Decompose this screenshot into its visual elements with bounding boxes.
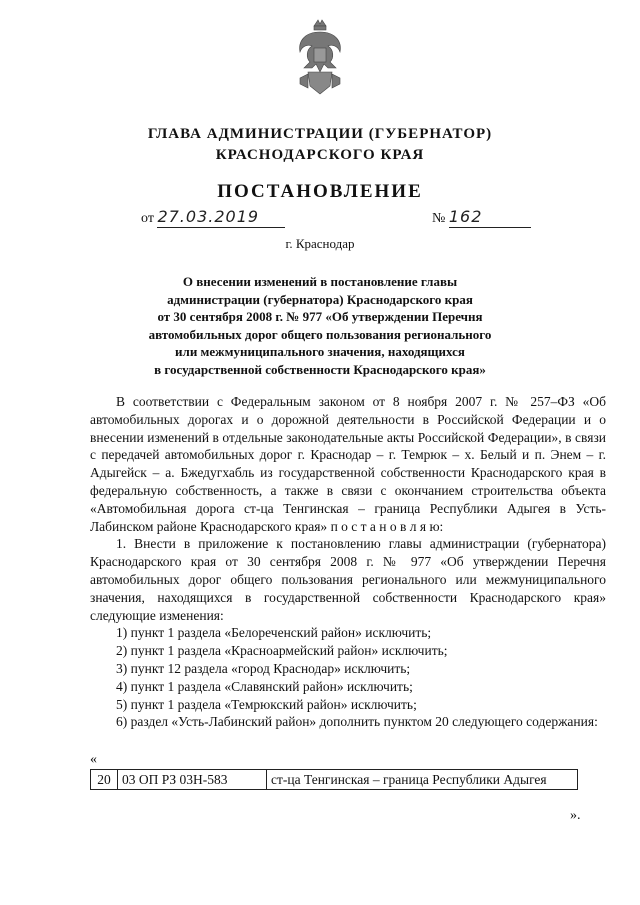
title-line: от 30 сентября 2008 г. № 977 «Об утверждении Перечня (157, 309, 483, 324)
list-item: 3) пункт 12 раздела «город Краснодар» исключить; (116, 660, 411, 676)
list-item: 1) пункт 1 раздела «Белореченский район» исключить; (116, 625, 432, 641)
title-line: автомобильных дорог общего пользования регионального (148, 326, 492, 342)
number-value: 162 (448, 207, 483, 226)
closing-quote: ». (570, 808, 581, 823)
title-line: в государственной собственности Краснодарского края» (154, 361, 486, 377)
list-item: 2) пункт 1 раздела «Красноармейский район» исключить; (116, 643, 448, 659)
title-line: или межмуниципального значения, находящихся (175, 344, 465, 359)
table-cell-number: 20 (91, 770, 118, 790)
road-table (90, 769, 578, 790)
title-line: О внесении изменений в постановление главы (182, 274, 458, 289)
date-value: 27.03.2019 (157, 207, 260, 226)
list-item: 4) пункт 1 раздела «Славянский район» исключить; (116, 678, 413, 694)
clause-1: 1. Внести в приложение к постановлению главы администрации (губернатора) Краснодарского края от 30 сентября 2008 г. № 977 «Об утверждении Перечня автомобильных дорог общего пользования регионального или межмуниципального значения, находящихся в государственной собственности Краснодарского края» следующие изменения: (90, 536, 606, 623)
document-title (120, 273, 520, 378)
number-label: № (432, 211, 446, 226)
list-item: 6) раздел «Усть-Лабинский район» дополнить пунктом 20 следующего содержания: (116, 714, 598, 730)
table-cell-code: 03 ОП РЗ 03Н-583 (118, 770, 267, 790)
preamble-paragraph: В соответствии с Федеральным законом от 8 ноября 2007 г. № 257–ФЗ «Об автомобильных дорогах и о дорожной деятельности в Российской Федерации и о внесении изменений в отдельные законодательные акты Российской Федерации», в связи с передачей автомобильных дорог г. Краснодар – г. Темрюк – х. Белый и п. Энем – г. Адыгейск – а. Бжедугхабль из государственной собственности Краснодарского края в федеральную собственность, а также в связи с окончанием строительства объекта «Автомобильная дорога ст-ца Тенгинская – граница Республики Адыгея в Усть-Лабинском районе Краснодарского края» п о с т а н о в л я ю: (90, 394, 606, 534)
list-item: 5) пункт 1 раздела «Темрюкский район» исключить; (116, 696, 417, 712)
resolve-word: п о с т а н о в л я ю: (330, 518, 444, 534)
coat-of-arms-emblem (294, 18, 346, 100)
title-line: администрации (губернатора) Краснодарского края (167, 291, 473, 307)
table-cell-road-name: ст-ца Тенгинская – граница Республики Адыгея (267, 770, 578, 790)
number-field (432, 207, 531, 228)
authority-title: ГЛАВА АДМИНИСТРАЦИИ (ГУБЕРНАТОР) (147, 126, 493, 142)
date-field (141, 207, 285, 228)
city-name: г. Краснодар (285, 236, 355, 251)
document-type: ПОСТАНОВЛЕНИЕ (217, 181, 423, 202)
opening-quote: « (90, 752, 97, 767)
date-label: от (141, 211, 154, 226)
table-row (91, 770, 578, 790)
authority-region: КРАСНОДАРСКОГО КРАЯ (215, 147, 425, 163)
document-body (90, 393, 606, 731)
